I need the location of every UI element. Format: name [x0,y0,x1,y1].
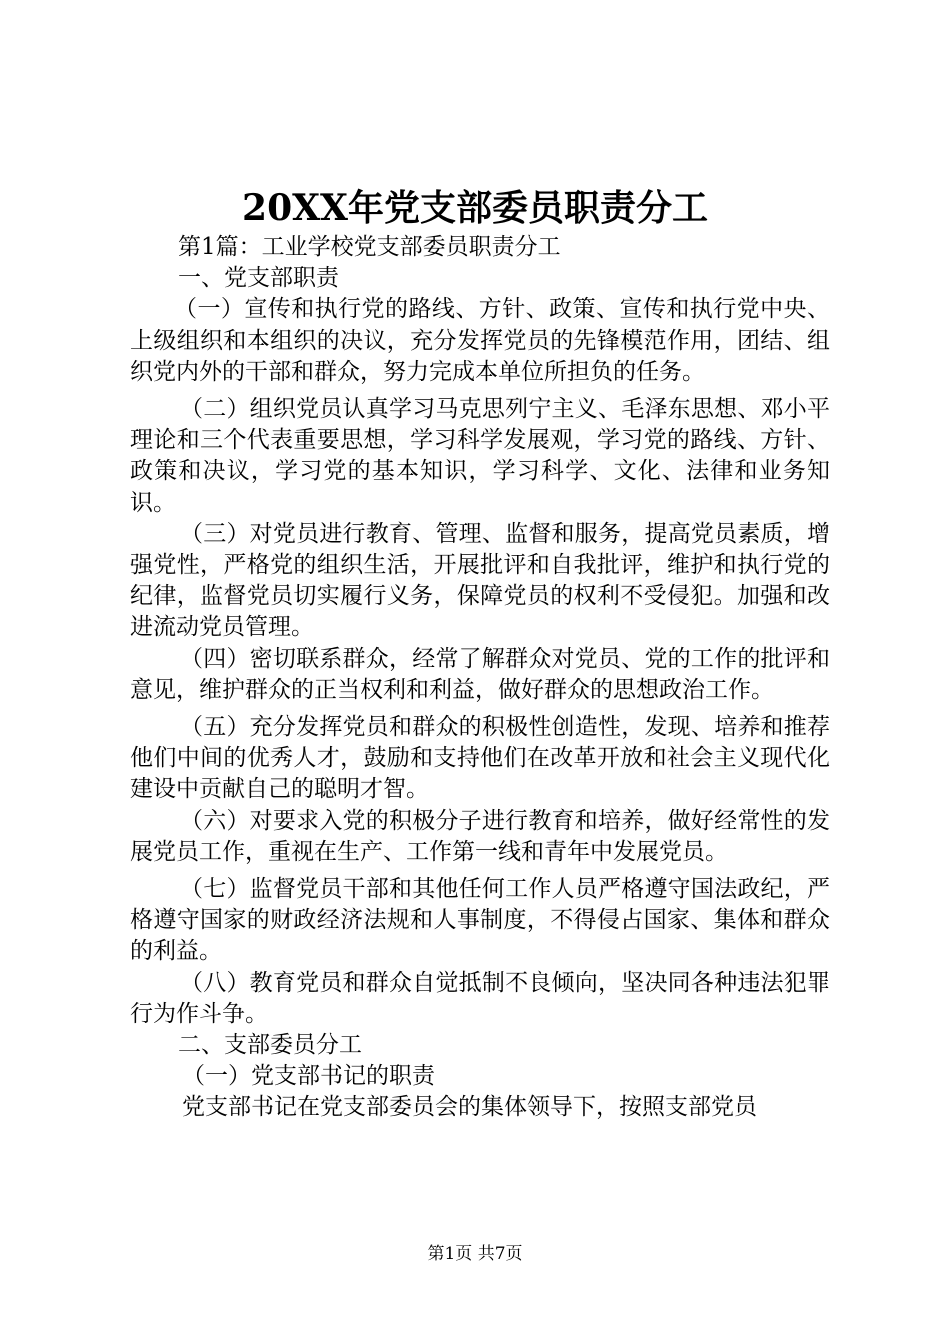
body-paragraph: （二）组织党员认真学习马克思列宁主义、毛泽东思想、邓小平理论和三个代表重要思想，学习科学发展观，学习党的路线、方针、政策和决议，学习党的基本知识，学习科学、文化、法律和业务知识。 [130,396,830,516]
body-paragraph: （八）教育党员和群众自觉抵制不良倾向，坚决同各种违法犯罪行为作斗争。 [130,969,830,1027]
body-paragraph: （五）充分发挥党员和群众的积极性创造性，发现、培养和推荐他们中间的优秀人才，鼓励和支持他们在改革开放和社会主义现代化建设中贡献自己的聪明才智。 [130,714,830,803]
document-body [130,232,830,1124]
section-heading: 第1篇：工业学校党支部委员职责分工 [178,234,561,260]
page-number-footer: 第1页 共7页 [427,1244,523,1264]
subsection-heading: （一）党支部书记的职责 [182,1063,435,1090]
document-title: 20XX年党支部委员职责分工 [242,187,708,229]
section-heading: 一、党支部职责 [178,265,339,292]
body-paragraph: （七）监督党员干部和其他任何工作人员严格遵守国法政纪，严格遵守国家的财政经济法规和人事制度，不得侵占国家、集体和群众的利益。 [130,876,830,965]
body-paragraph: （六）对要求入党的积极分子进行教育和培养，做好经常性的发展党员工作，重视在生产、工作第一线和青年中发展党员。 [130,807,830,865]
body-paragraph: （三）对党员进行教育、管理、监督和服务，提高党员素质，增强党性，严格党的组织生活，开展批评和自我批评，维护和执行党的纪律，监督党员切实履行义务，保障党员的权利不受侵犯。加强和改进流动党员管理。 [130,520,830,641]
body-paragraph: （一）宣传和执行党的路线、方针、政策、宣传和执行党中央、上级组织和本组织的决议，充分发挥党员的先锋模范作用，团结、组织党内外的干部和群众，努力完成本单位所担负的任务。 [130,296,830,385]
section-heading: 二、支部委员分工 [178,1032,362,1059]
body-paragraph: 党支部书记在党支部委员会的集体领导下，按照支部党员 [182,1094,757,1121]
body-paragraph: （四）密切联系群众，经常了解群众对党员、党的工作的批评和意见，维护群众的正当权利和利益，做好群众的思想政治工作。 [130,645,830,703]
